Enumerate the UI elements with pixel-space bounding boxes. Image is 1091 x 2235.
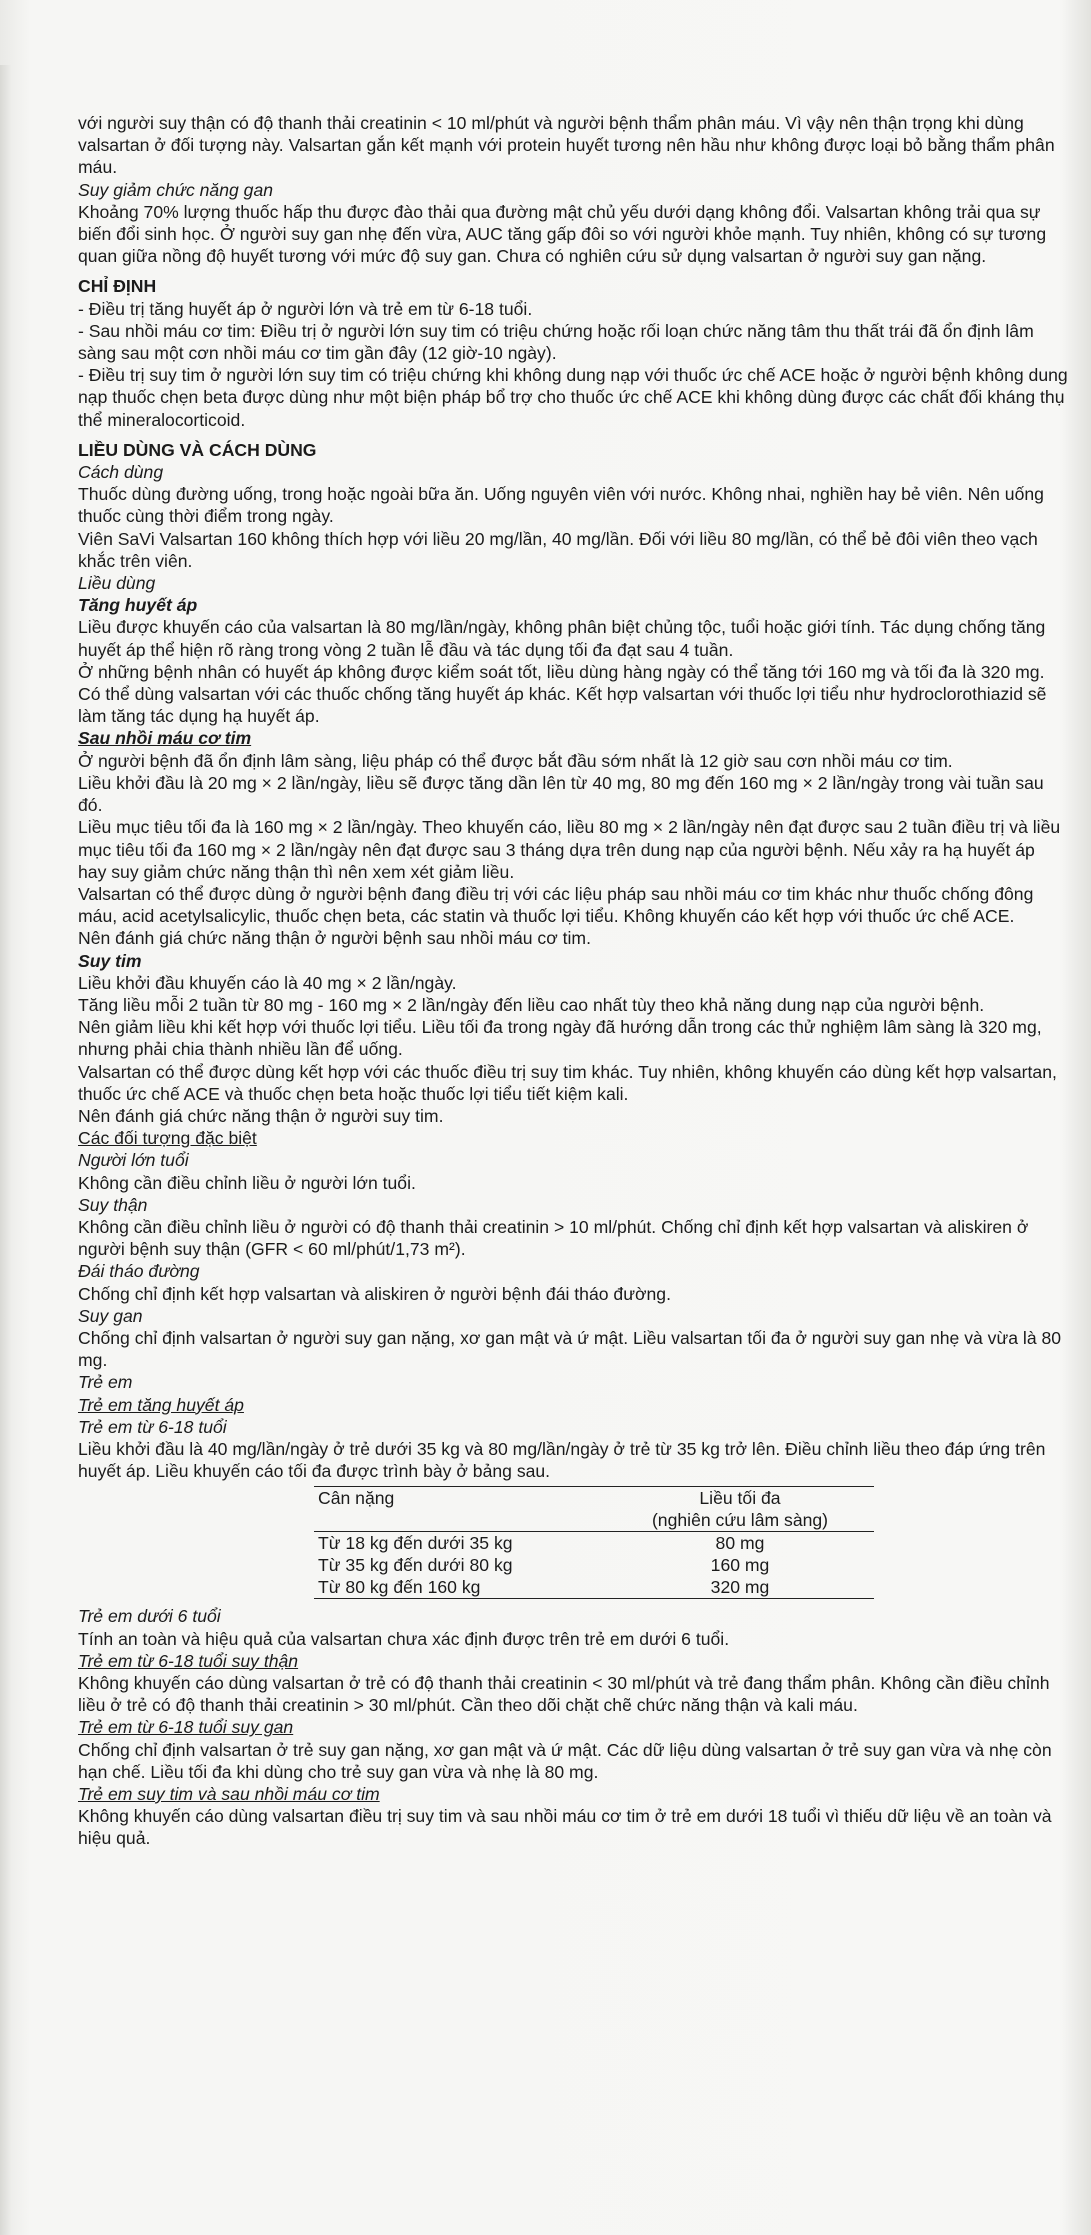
- subheading: Trẻ em dưới 6 tuổi: [78, 1606, 221, 1627]
- subheading: Trẻ em: [78, 1372, 133, 1393]
- subheading: Suy giảm chức năng gan: [78, 179, 274, 200]
- paragraph: Không cần điều chỉnh liều ở người có độ thanh thải creatinin > 10 ml/phút. Chống chỉ định kết hợp valsartan và aliskiren ở người bệnh suy thận (GFR < 60 ml/phút/1,73 m²).: [78, 1216, 1029, 1260]
- paragraph: Viên SaVi Valsartan 160 không thích hợp với liều 20 mg/lần, 40 mg/lần. Đối với liều 80 mg/lần, có thể bẻ đôi viên theo vạch khắc trên viên.: [78, 528, 1038, 571]
- subheading: Suy thận: [78, 1194, 148, 1215]
- document-body: [78, 112, 1068, 1850]
- subheading: Suy gan: [78, 1305, 143, 1326]
- table-row: [314, 1532, 874, 1555]
- paragraph: Không khuyến cáo dùng valsartan ở trẻ có độ thanh thải creatinin < 30 ml/phút và trẻ đang thẩm phân. Không cần điều chỉnh liều ở trẻ có độ thanh thải creatinin > 30 ml/phút. Cần theo dõi chặt chẽ chức năng thận và kali máu.: [78, 1673, 1050, 1716]
- table-cell: Từ 35 kg đến dưới 80 kg: [318, 1555, 513, 1576]
- paragraph: Có thể dùng valsartan với các thuốc chống tăng huyết áp khác. Kết hợp valsartan với thuốc lợi tiểu như hydroclorothiazid sẽ làm tăng tác dụng hạ huyết áp.: [78, 684, 1047, 727]
- paragraph: Liều được khuyến cáo của valsartan là 80 mg/lần/ngày, không phân biệt chủng tộc, tuổi hoặc giới tính. Tác dụng chống tăng huyết áp thể hiện rõ ràng trong vòng 2 tuần lễ đầu và tác dụng tối đa đạt sau 4 tuần.: [78, 617, 1046, 660]
- paragraph: - Sau nhồi máu cơ tim: Điều trị ở người lớn suy tim có triệu chứng hoặc rối loạn chức năng tâm thu thất trái đã ổn định lâm sàng sau một cơn nhồi máu cơ tim gần đây (12 giờ-10 ngày).: [78, 320, 1034, 364]
- paragraph: Liều mục tiêu tối đa là 160 mg × 2 lần/ngày. Theo khuyến cáo, liều 80 mg × 2 lần/ngày nên đạt được sau 2 tuần điều trị và liều mục tiêu tối đa 160 mg × 2 lần/ngày nên đạt được sau 3 tháng dựa trên dung nạp của người bệnh. Nếu xảy ra hạ huyết áp hay suy giảm chức năng thận thì nên xem xét giảm liều.: [78, 817, 1061, 882]
- page-fold-shadow: [0, 65, 12, 2235]
- paragraph: Chống chỉ định valsartan ở trẻ suy gan nặng, xơ gan mật và ứ mật. Các dữ liệu dùng valsartan ở trẻ suy gan vừa và nhẹ còn hạn chế. Liều tối đa khi dùng cho trẻ suy gan vừa và nhẹ là 80 mg.: [78, 1739, 1052, 1782]
- subheading: Trẻ em từ 6-18 tuổi: [78, 1416, 227, 1437]
- table-cell: 80 mg: [715, 1533, 765, 1554]
- paragraph: Nên đánh giá chức năng thận ở người suy tim.: [78, 1105, 444, 1126]
- table-header-row: [314, 1487, 874, 1510]
- paragraph: Không khuyến cáo dùng valsartan điều trị suy tim và sau nhồi máu cơ tim ở trẻ em dưới 18 tuổi vì thiếu dữ liệu về an toàn và hiệu quả.: [78, 1806, 1052, 1849]
- table-cell: Từ 80 kg đến 160 kg: [314, 1576, 606, 1599]
- paragraph: Liều khởi đầu khuyến cáo là 40 mg × 2 lần/ngày.: [78, 972, 457, 993]
- table-header-cell: Liều tối đa: [606, 1487, 874, 1510]
- paragraph: Tính an toàn và hiệu quả của valsartan chưa xác định được trên trẻ em dưới 6 tuổi.: [78, 1628, 730, 1649]
- subheading: Đái tháo đường: [78, 1261, 200, 1282]
- paragraph: Ở người bệnh đã ổn định lâm sàng, liệu pháp có thể được bắt đầu sớm nhất là 12 giờ sau cơn nhồi máu cơ tim.: [78, 750, 953, 771]
- paragraph: Nên đánh giá chức năng thận ở người bệnh sau nhồi máu cơ tim.: [78, 928, 591, 949]
- subheading: Các đối tượng đặc biệt: [78, 1128, 257, 1149]
- paragraph: Valsartan có thể được dùng ở người bệnh đang điều trị với các liệu pháp sau nhồi máu cơ tim khác như thuốc chống đông máu, acid acetylsalicylic, thuốc chẹn beta, các statin và thuốc lợi tiểu. Không khuyến cáo kết hợp với thuốc ức chế ACE.: [78, 883, 1034, 927]
- table-subheader-row: [314, 1509, 874, 1532]
- table-cell: 160 mg: [710, 1555, 770, 1576]
- subheading: Trẻ em từ 6-18 tuổi suy gan: [78, 1717, 294, 1738]
- subheading: Liều dùng: [78, 573, 156, 594]
- paragraph: Thuốc dùng đường uống, trong hoặc ngoài bữa ăn. Uống nguyên viên với nước. Không nhai, nghiền hay bẻ viên. Nên uống thuốc cùng thời điểm trong ngày.: [78, 484, 1044, 527]
- text-section-before-table: [78, 112, 1068, 1482]
- paragraph: Khoảng 70% lượng thuốc hấp thu được đào thải qua đường mật chủ yếu dưới dạng không đổi. Valsartan không trải qua sự biến đổi sinh học. Ở người suy gan nhẹ đến vừa, AUC tăng gấp đôi so với người khỏe mạnh. Tuy nhiên, không có sự tương quan giữa nồng độ huyết tương với mức độ suy gan. Chưa có nghiên cứu sử dụng valsartan ở người suy gan nặng.: [78, 201, 1047, 267]
- paragraph: Chống chỉ định kết hợp valsartan và aliskiren ở người bệnh đái tháo đường.: [78, 1283, 671, 1304]
- subheading: Suy tim: [78, 950, 142, 971]
- table-header-cell: Cân nặng: [314, 1487, 606, 1510]
- subheading: Trẻ em suy tim và sau nhồi máu cơ tim: [78, 1784, 380, 1805]
- paragraph: Không cần điều chỉnh liều ở người lớn tuổi.: [78, 1172, 416, 1193]
- table-subheader-cell: (nghiên cứu lâm sàng): [606, 1509, 874, 1532]
- subheading: Người lớn tuổi: [78, 1150, 189, 1171]
- subheading: Trẻ em tăng huyết áp: [78, 1394, 244, 1415]
- paragraph: - Điều trị tăng huyết áp ở người lớn và trẻ em từ 6-18 tuổi.: [78, 298, 533, 319]
- subheading: Tăng huyết áp: [78, 595, 198, 616]
- subheading: Trẻ em từ 6-18 tuổi suy thận: [78, 1650, 299, 1671]
- paragraph: Valsartan có thể được dùng kết hợp với các thuốc điều trị suy tim khác. Tuy nhiên, không khuyến cáo dùng kết hợp valsartan, thuốc ức chế ACE và thuốc chẹn beta hoặc thuốc lợi tiểu tiết kiệm kali.: [78, 1061, 1057, 1104]
- subheading: Sau nhồi máu cơ tim: [78, 728, 252, 749]
- subheading: Cách dùng: [78, 462, 164, 483]
- paragraph: - Điều trị suy tim ở người lớn suy tim có triệu chứng khi không dung nạp với thuốc ức chế ACE hoặc ở người bệnh không dung nạp thuốc chẹn beta được dùng như một biện pháp bổ trợ cho thuốc ức chế ACE khi không dùng được các chất đối kháng thụ thể mineralocorticoid.: [78, 365, 1068, 430]
- paragraph: Nên giảm liều khi kết hợp với thuốc lợi tiểu. Liều tối đa trong ngày đã hướng dẫn trong các thử nghiệm lâm sàng là 320 mg, nhưng phải chia thành nhiều lần để uống.: [78, 1017, 1042, 1060]
- paragraph: Tăng liều mỗi 2 tuần từ 80 mg - 160 mg × 2 lần/ngày đến liều cao nhất tùy theo khả năng dung nạp của người bệnh.: [78, 994, 985, 1015]
- table-subheader-cell: [314, 1509, 606, 1532]
- table-cell: Từ 18 kg đến dưới 35 kg: [318, 1533, 513, 1554]
- table-cell: 320 mg: [606, 1576, 874, 1599]
- paragraph: Liều khởi đầu là 20 mg × 2 lần/ngày, liều sẽ được tăng dần lên từ 40 mg, 80 mg đến 160 mg × 2 lần/ngày trong vài tuần sau đó.: [78, 772, 1044, 816]
- section-heading: LIỀU DÙNG VÀ CÁCH DÙNG: [78, 439, 317, 460]
- section-heading: CHỈ ĐỊNH: [78, 276, 157, 297]
- table-row: [314, 1576, 874, 1599]
- paragraph: Liều khởi đầu là 40 mg/lần/ngày ở trẻ dưới 35 kg và 80 mg/lần/ngày ở trẻ từ 35 kg trở lên. Điều chỉnh liều theo đáp ứng trên huyết áp. Liều khuyến cáo tối đa được trình bày ở bảng sau.: [78, 1438, 1046, 1482]
- paragraph: với người suy thận có độ thanh thải creatinin < 10 ml/phút và người bệnh thẩm phân máu. Vì vậy nên thận trọng khi dùng valsartan ở đối tượng này. Valsartan gắn kết mạnh với protein huyết tương nên hầu như không được loại bỏ bằng thẩm phân máu.: [78, 113, 1055, 178]
- paragraph: Ở những bệnh nhân có huyết áp không được kiểm soát tốt, liều dùng hàng ngày có thể tăng tới 160 mg và tối đa là 320 mg.: [78, 661, 1045, 682]
- table-row: [314, 1554, 874, 1576]
- max-dose-table: [314, 1486, 874, 1599]
- text-section-after-table: [78, 1605, 1068, 1849]
- paragraph: Chống chỉ định valsartan ở người suy gan nặng, xơ gan mật và ứ mật. Liều valsartan tối đa ở người suy gan nhẹ và vừa là 80 mg.: [78, 1327, 1062, 1371]
